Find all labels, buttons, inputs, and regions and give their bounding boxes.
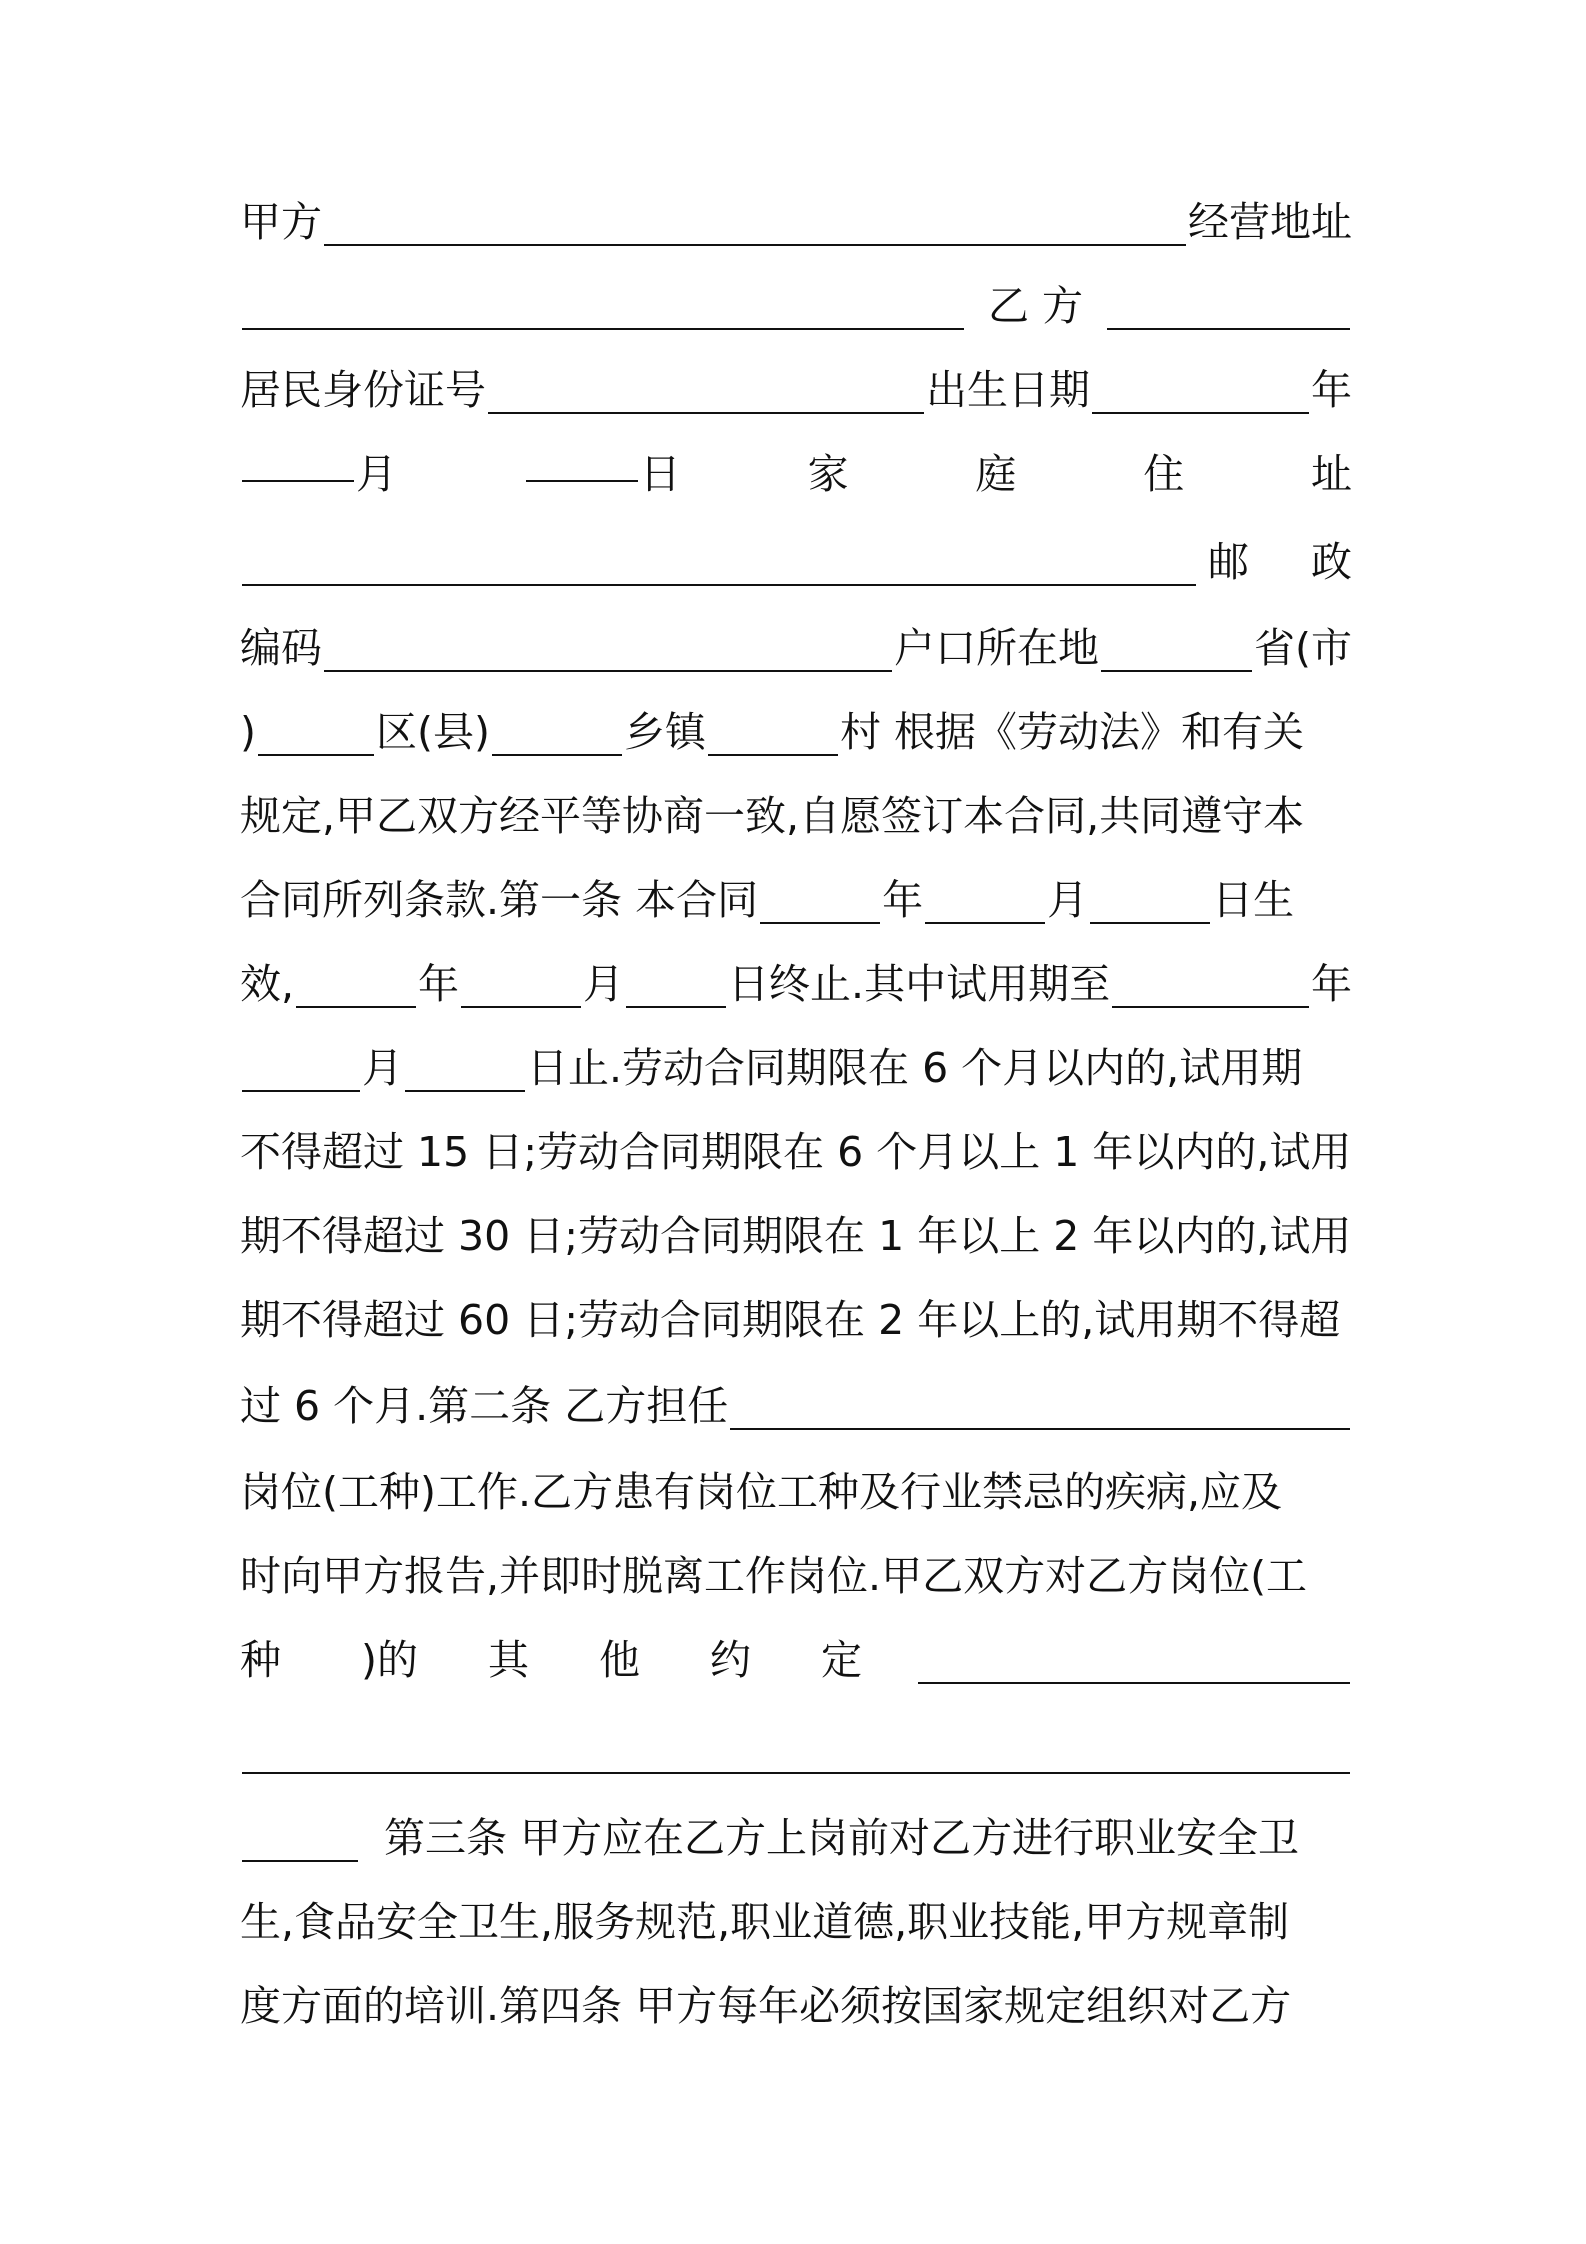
contract-line-18 [240,1630,1352,1690]
home-address-char-1: 家 [807,450,849,498]
contract-line-22 [240,1976,1352,2036]
contract-line-16 [240,1462,1352,1522]
start-day-blank[interactable] [1090,878,1210,924]
birth-date-label: 出生日期 [926,366,1090,414]
hukou-district-blank[interactable] [258,710,374,756]
village-and-basis-text: 村 根据《劳动法》和有关 [840,708,1305,756]
party-b-label: 乙 方 [988,282,1084,330]
postal-code-blank[interactable] [324,626,892,672]
business-address-label: 经营地址 [1188,198,1352,246]
party-a-label: 甲方 [240,198,322,246]
town-label: 乡镇 [624,708,706,756]
home-address-char-4: 址 [1310,450,1352,498]
start-day-label: 日生 [1212,876,1295,924]
contract-line-12 [240,1122,1352,1182]
probation-day-blank[interactable] [405,1046,525,1092]
id-number-label: 居民身份证号 [240,366,486,414]
end-month-label: 月 [583,960,625,1008]
other-agreement-char-1: 种 [240,1636,281,1684]
other-agreement-char-2: )的 [361,1636,418,1684]
other-agreement-blank-2[interactable] [242,1728,1350,1774]
other-agreement-char-4: 他 [599,1636,640,1684]
month-label: 月 [356,450,397,498]
other-agreement-char-5: 约 [710,1636,751,1684]
probation-rule-text-2: 不得超过 15 日;劳动合同期限在 6 个月以上 1 年以内的,试用 [240,1128,1352,1176]
other-agreement-char-6: 定 [821,1636,862,1684]
contract-line-7 [240,702,1352,762]
position-duty-text-1: 岗位(工种)工作.乙方患有岗位工种及行业禁忌的疾病,应及 [240,1468,1283,1516]
hukou-province-blank[interactable] [1101,626,1252,672]
postal-code-char-1: 邮 [1208,538,1249,586]
contract-line-8 [240,786,1352,846]
other-agreement-char-3: 其 [488,1636,529,1684]
hukou-label: 户口所在地 [894,624,1099,672]
contract-line-10 [240,954,1352,1014]
start-year-label: 年 [882,876,924,924]
birth-day-blank[interactable] [526,444,638,482]
article-1-text: 合同所列条款.第一条 本合同 [240,876,759,924]
postal-code-char-2: 政 [1311,538,1352,586]
probation-year-label: 年 [1311,960,1352,1008]
birth-year-blank[interactable] [1092,368,1309,414]
contract-line-11 [240,1038,1352,1098]
business-address-blank[interactable] [242,284,964,330]
contract-line-9 [240,870,1352,930]
start-month-label: 月 [1047,876,1089,924]
article-2-text: 过 6 个月.第二条 乙方担任 [240,1382,729,1430]
end-year-label: 年 [418,960,460,1008]
contract-line-19 [240,1720,1352,1780]
contract-line-3 [240,360,1352,420]
article-4-text: 度方面的培训.第四条 甲方每年必须按国家规定组织对乙方 [240,1982,1292,2030]
contract-line-4 [240,444,1352,504]
contract-line-6 [240,618,1352,678]
contract-line-5 [240,532,1352,592]
article-3-text: 第三条 甲方应在乙方上岗前对乙方进行职业安全卫 [384,1814,1300,1862]
probation-month-blank[interactable] [242,1046,360,1092]
province-label: 省(市 [1254,624,1352,672]
end-day-text: 日终止.其中试用期至 [728,960,1111,1008]
home-address-char-2: 庭 [975,450,1017,498]
position-blank[interactable] [730,1384,1350,1430]
probation-rule-text-3: 期不得超过 30 日;劳动合同期限在 1 年以上 2 年以内的,试用 [240,1212,1352,1260]
contract-line-15 [240,1376,1352,1436]
contract-line-17 [240,1546,1352,1606]
article-3-text-2: 生,食品安全卫生,服务规范,职业道德,职业技能,甲方规章制 [240,1898,1290,1946]
year-label: 年 [1311,366,1352,414]
effective-label: 效, [240,960,295,1008]
other-agreement-blank-1[interactable] [918,1638,1350,1684]
start-month-blank[interactable] [925,878,1045,924]
other-agreement-blank-3[interactable] [242,1816,358,1862]
contract-line-2 [240,276,1352,336]
position-duty-text-2: 时向甲方报告,并即时脱离工作岗位.甲乙双方对乙方岗位(工 [240,1552,1308,1600]
home-address-blank[interactable] [242,540,1196,586]
probation-year-blank[interactable] [1112,962,1309,1008]
party-a-name-blank[interactable] [324,200,1186,246]
birth-month-blank[interactable] [242,444,354,482]
probation-rule-text-1: 日止.劳动合同期限在 6 个月以内的,试用期 [527,1044,1303,1092]
end-day-blank[interactable] [626,962,726,1008]
hukou-village-blank[interactable] [708,710,838,756]
postal-code-label: 编码 [240,624,322,672]
day-label: 日 [639,450,681,498]
birth-day-group [524,444,681,504]
province-close-paren: ) [240,708,256,756]
contract-line-8-text: 规定,甲乙双方经平等协商一致,自愿签订本合同,共同遵守本 [240,792,1305,840]
probation-rule-text-4: 期不得超过 60 日;劳动合同期限在 2 年以上的,试用期不得超 [240,1296,1341,1344]
party-b-name-blank[interactable] [1107,284,1350,330]
home-address-char-3: 住 [1143,450,1185,498]
contract-line-1 [240,192,1352,252]
hukou-town-blank[interactable] [492,710,622,756]
end-month-blank[interactable] [461,962,581,1008]
start-year-blank[interactable] [760,878,880,924]
id-number-blank[interactable] [488,368,924,414]
contract-line-21 [240,1892,1352,1952]
contract-line-14 [240,1290,1352,1350]
contract-line-20 [240,1808,1352,1868]
birth-month-group [240,444,397,504]
district-label: 区(县) [376,708,490,756]
probation-month-label: 月 [362,1044,403,1092]
end-year-blank[interactable] [296,962,416,1008]
contract-line-13 [240,1206,1352,1266]
